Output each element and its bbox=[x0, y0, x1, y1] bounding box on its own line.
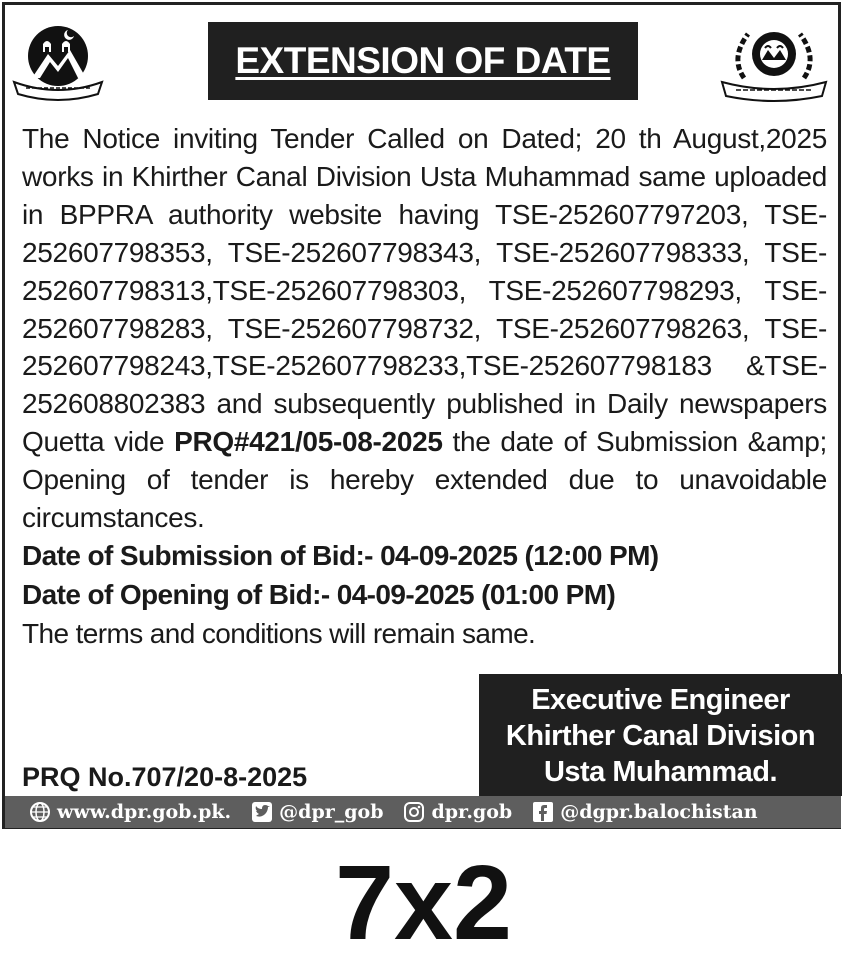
twitter-icon bbox=[251, 801, 273, 823]
submission-date: Date of Submission of Bid:- 04-09-2025 (12:00 PM) bbox=[22, 540, 659, 571]
notice-body bbox=[22, 120, 827, 537]
globe-icon bbox=[29, 801, 51, 823]
signature-block bbox=[479, 674, 842, 796]
footer-instagram: dpr.gob bbox=[403, 801, 512, 823]
prq-reference: PRQ#421/05-08-2025 bbox=[174, 426, 443, 458]
signature-line-2: Khirther Canal Division bbox=[505, 720, 816, 752]
footer-website: www.dpr.gob.pk. bbox=[29, 801, 231, 823]
prq-number: PRQ No.707/20-8-2025 bbox=[22, 762, 308, 792]
dgpr-emblem-icon bbox=[716, 20, 832, 104]
signature-line-1: Executive Engineer bbox=[531, 684, 790, 716]
footer-facebook: @dgpr.balochistan bbox=[532, 801, 757, 823]
footer-twitter: @dpr_gob bbox=[251, 801, 383, 823]
opening-date: Date of Opening of Bid:- 04-09-2025 (01:00 PM) bbox=[22, 579, 616, 610]
signature-line-3: Usta Muhammad. bbox=[543, 756, 778, 788]
footer-bar bbox=[5, 796, 841, 828]
title-banner bbox=[208, 22, 638, 100]
page-title: EXTENSION OF DATE bbox=[235, 40, 611, 81]
facebook-icon bbox=[532, 801, 554, 823]
notice-paragraph: The Notice inviting Tender Called on Dated; 20 th August,2025 works in Khirther Canal Division Usta Muhammad same uploaded in BPPRA authority website having TSE-252607797203, TSE-252607798353, TSE-252607798343, TSE-252607798333, TSE-252607798313,TSE-252607798303, TSE-252607798293, TSE-252607798283, TSE-252607798732, TSE-252607798263, TSE-252607798243,TSE-252607798233,TSE-252607798183 &TSE-252608802383 and subsequently published in Daily newspapers Quetta vide PRQ#421/05-08-2025 the date of Submission &amp; Opening of tender is hereby extended due to unavoidable circumstances. bbox=[22, 123, 827, 534]
ad-size-label: 7x2 bbox=[335, 844, 512, 962]
balochistan-emblem-icon bbox=[10, 16, 106, 104]
instagram-icon bbox=[403, 801, 425, 823]
terms-text: The terms and conditions will remain same. bbox=[22, 618, 536, 649]
dates-section bbox=[22, 536, 827, 653]
